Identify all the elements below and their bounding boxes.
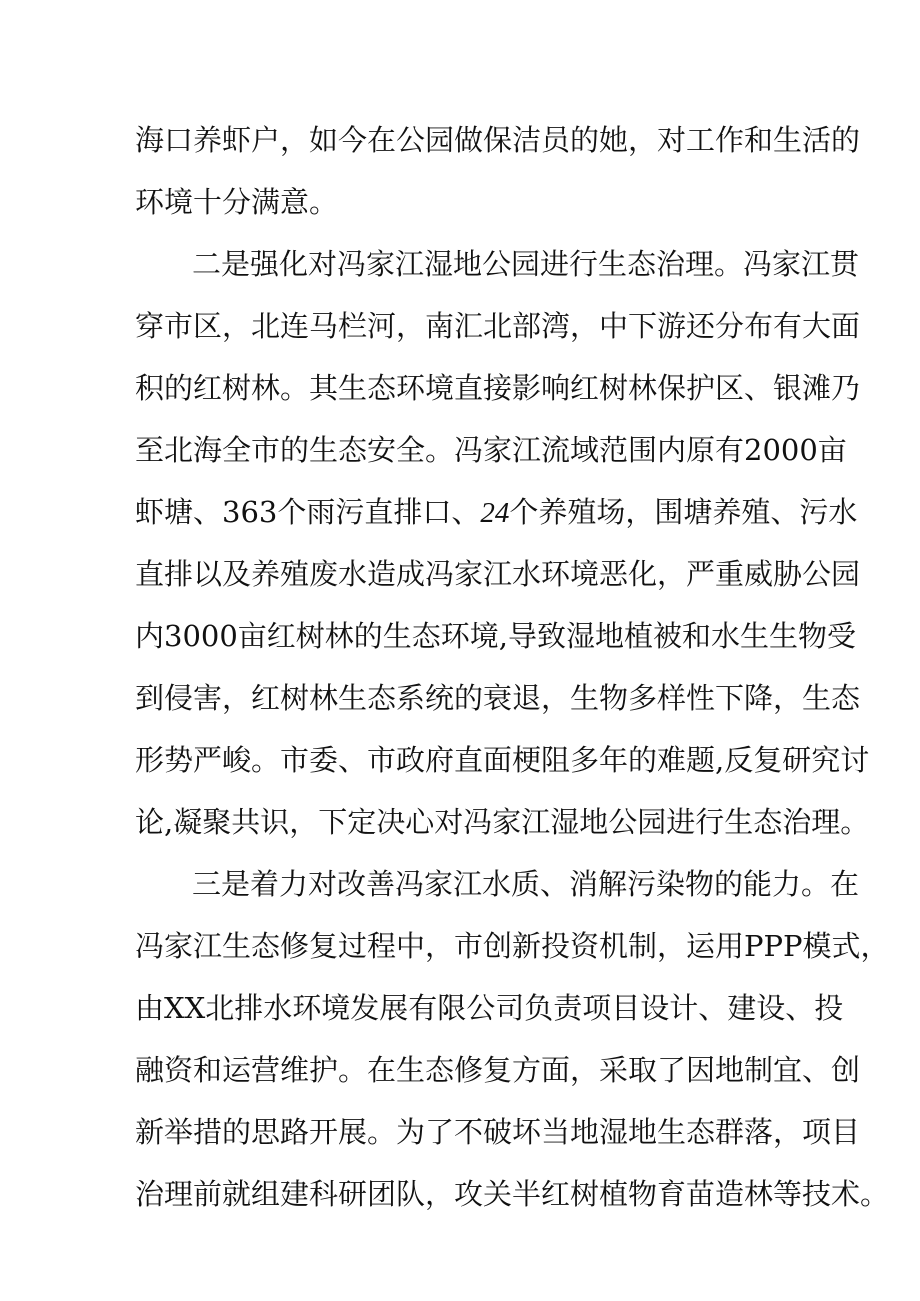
- text-line-2: 环境十分满意。: [135, 185, 339, 219]
- text-line-6: 至北海全市的生态安全。冯家江流域范围内原有2000亩: [135, 433, 847, 467]
- text-line-17: 新举措的思路开展。为了不破坏当地湿地生态群落，项目: [135, 1115, 861, 1149]
- text-line-8: 直排以及养殖废水造成冯家江水环境恶化，严重威胁公园: [135, 557, 861, 591]
- text-line-3: 二是强化对冯家江湿地公园进行生态治理。冯家江贯: [192, 247, 860, 281]
- text-line-10: 到侵害，红树林生态系统的衰退，生物多样性下降，生态: [135, 681, 861, 715]
- text-line-16: 融资和运营维护。在生态修复方面，采取了因地制宜、创: [135, 1053, 861, 1087]
- text-line-1: 海口养虾户，如今在公园做保洁员的她，对工作和生活的: [135, 123, 861, 157]
- text-line-7-part-b: 个养殖场，围塘养殖、污水: [509, 495, 858, 529]
- text-line-12: 论,凝聚共识，下定决心对冯家江湿地公园进行生态治理。: [135, 805, 870, 839]
- text-line-5: 积的红树林。其生态环境直接影响红树林保护区、银滩乃: [135, 371, 861, 405]
- text-line-9: 内3000亩红树林的生态环境,导致湿地植被和水生生物受: [135, 619, 857, 653]
- text-line-7-italic-number: 24: [480, 497, 510, 529]
- text-line-13: 三是着力对改善冯家江水质、消解污染物的能力。在: [192, 867, 860, 901]
- text-line-11: 形势严峻。市委、市政府直面梗阻多年的难题,反复研究讨: [135, 743, 870, 777]
- text-line-4: 穿市区，北连马栏河，南汇北部湾，中下游还分布有大面: [135, 309, 861, 343]
- text-line-14: 冯家江生态修复过程中，市创新投资机制，运用PPP模式，: [135, 929, 890, 963]
- text-line-18: 治理前就组建科研团队，攻关半红树植物育苗造林等技术。: [135, 1177, 890, 1211]
- text-line-7: [135, 492, 858, 532]
- text-line-15: 由XX北排水环境发展有限公司负责项目设计、建设、投: [135, 991, 844, 1025]
- text-line-7-part-a: 虾塘、363个雨污直排口、: [135, 495, 481, 529]
